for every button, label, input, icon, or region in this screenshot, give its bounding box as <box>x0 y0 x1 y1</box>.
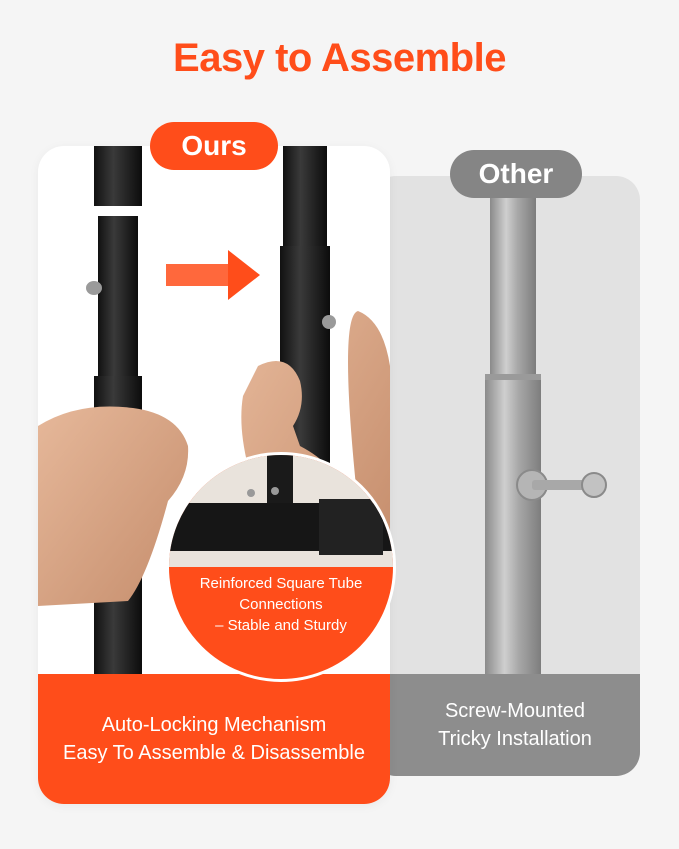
callout-line1: Reinforced Square Tube <box>199 575 363 592</box>
ours-footer-line1: Auto-Locking Mechanism <box>101 714 327 736</box>
callout-text <box>169 573 393 636</box>
callout-line2: Connections <box>239 596 323 613</box>
ours-badge: Ours <box>150 122 278 170</box>
left-pole-inner <box>98 216 138 396</box>
ours-footer-line2: Easy To Assemble & Disassemble <box>63 742 365 764</box>
upper-tube <box>490 196 536 386</box>
other-badge: Other <box>450 150 582 198</box>
right-pole-top <box>283 146 327 256</box>
other-footer <box>372 674 640 776</box>
arrow-icon <box>228 250 260 300</box>
other-footer-line1: Screw-Mounted <box>444 700 586 722</box>
detail-callout <box>166 452 396 682</box>
lower-tube <box>485 376 541 686</box>
other-card <box>372 176 640 776</box>
other-footer-line2: Tricky Installation <box>438 728 592 750</box>
left-pole-top <box>94 146 142 206</box>
callout-line3: – Stable and Sturdy <box>215 617 347 634</box>
ours-footer <box>38 674 390 804</box>
square-tube-detail <box>169 455 396 682</box>
page-title: Easy to Assemble <box>173 36 506 80</box>
